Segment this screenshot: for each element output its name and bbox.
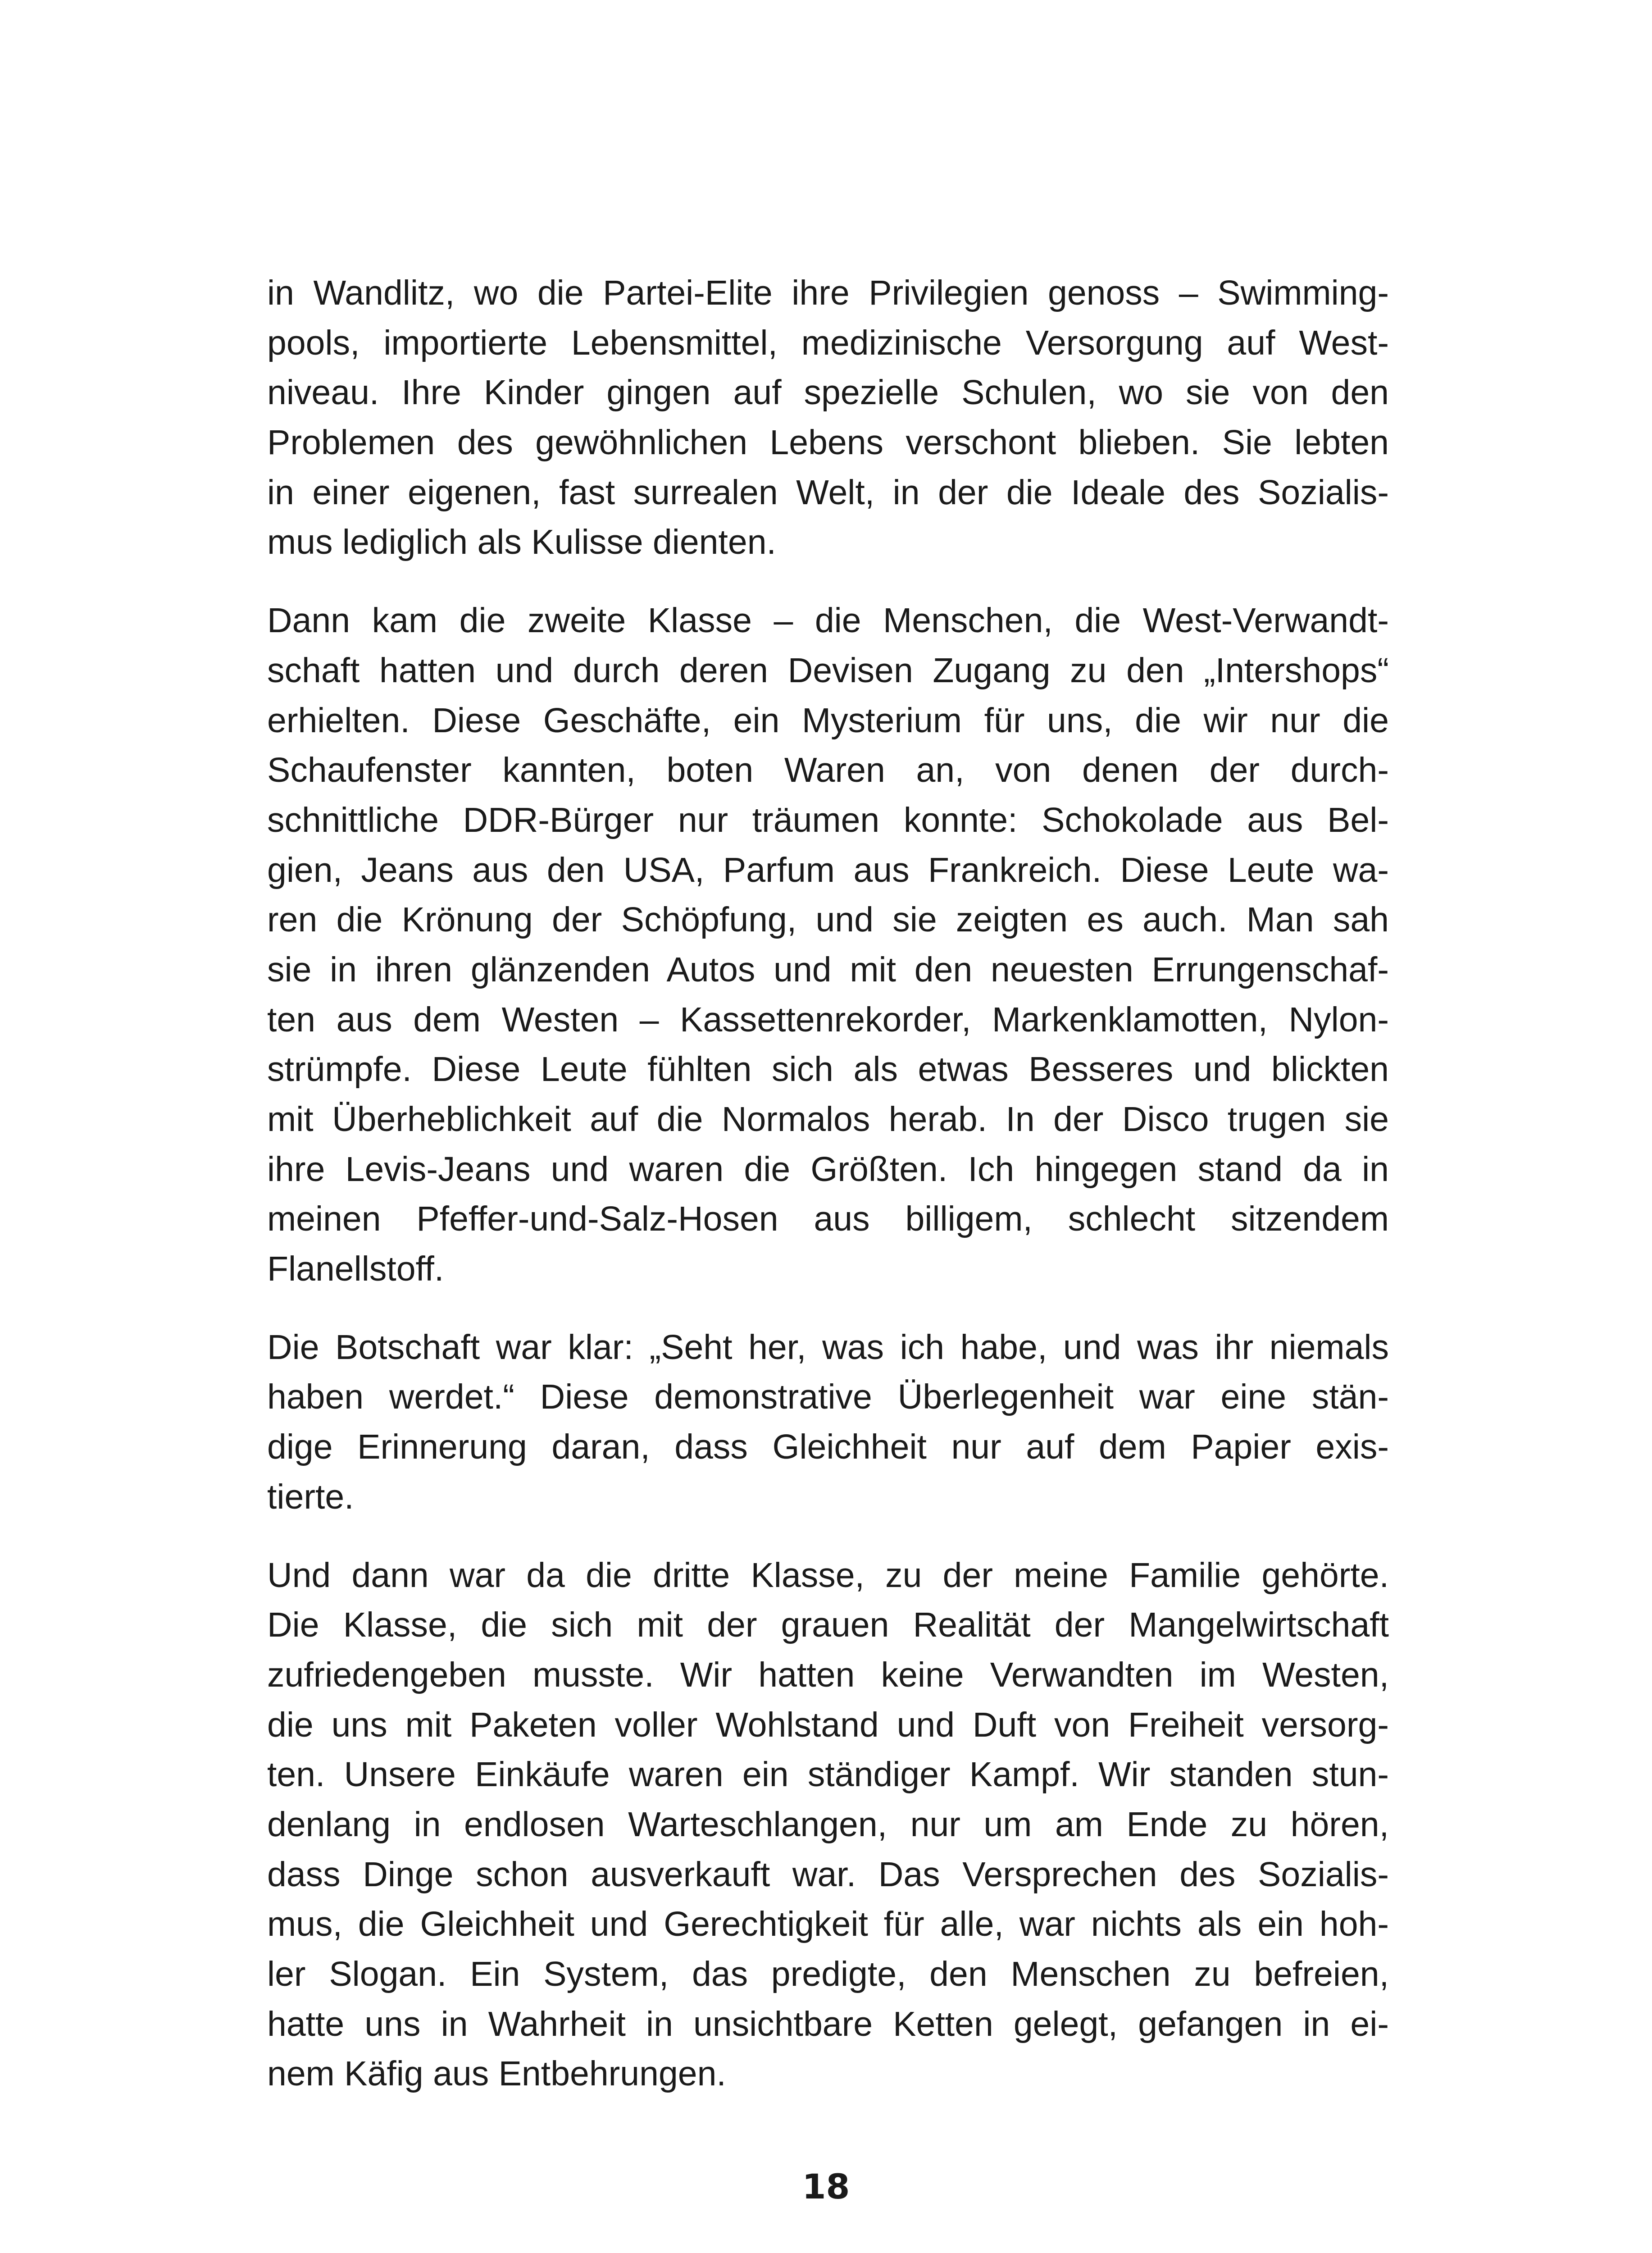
text-line: ten aus dem Westen – Kassettenrekorder, Markenklamotten, Nylon- (267, 1000, 1389, 1039)
text-line: in Wandlitz, wo die Partei-Elite ihre Privilegien genoss – Swimming- (267, 274, 1389, 312)
text-line: ler Slogan. Ein System, das predigte, den Menschen zu befreien, (267, 1955, 1389, 1993)
text-line: ten. Unsere Einkäufe waren ein ständiger Kampf. Wir standen stun- (267, 1755, 1389, 1794)
text-line: mus lediglich als Kulisse dienten. (267, 523, 776, 562)
text-line: nem Käfig aus Entbehrungen. (267, 2054, 726, 2093)
body-text (267, 268, 1389, 2099)
text-line: strümpfe. Diese Leute fühlten sich als etwas Besseres und blickten (267, 1050, 1389, 1089)
text-line: in einer eigenen, fast surrealen Welt, in der die Ideale des Sozialis- (267, 473, 1389, 512)
text-line: gien, Jeans aus den USA, Parfum aus Frankreich. Diese Leute wa- (267, 850, 1389, 889)
text-line: Schaufenster kannten, boten Waren an, von denen der durch- (267, 751, 1389, 790)
text-line: schnittliche DDR-Bürger nur träumen konnte: Schokolade aus Bel- (267, 800, 1389, 839)
text-line: Problemen des gewöhnlichen Lebens verschont blieben. Sie lebten (267, 423, 1389, 462)
text-line: Flanellstoff. (267, 1250, 444, 1289)
paragraph (267, 1323, 1389, 1522)
text-line: meinen Pfeffer-und-Salz-Hosen aus billigem, schlecht sitzendem (267, 1199, 1389, 1239)
text-line: zufriedengeben musste. Wir hatten keine Verwandten im Westen, (267, 1655, 1389, 1694)
text-line: schaft hatten und durch deren Devisen Zugang zu den „Intershops“ (267, 651, 1389, 690)
text-line: erhielten. Diese Geschäfte, ein Mysterium für uns, die wir nur die (267, 701, 1389, 740)
text-line: Die Botschaft war klar: „Seht her, was ich habe, und was ihr niemals (267, 1327, 1389, 1367)
text-line: dass Dinge schon ausverkauft war. Das Versprechen des Sozialis- (267, 1855, 1389, 1894)
page-number: 18 (802, 2166, 850, 2207)
text-line: die uns mit Paketen voller Wohlstand und Duft von Freiheit versorg- (267, 1705, 1389, 1744)
text-line: denlang in endlosen Warteschlangen, nur um am Ende zu hören, (267, 1805, 1389, 1844)
text-line: hatte uns in Wahrheit in unsichtbare Ketten gelegt, gefangen in ei- (267, 2004, 1389, 2043)
paragraph (267, 268, 1389, 567)
text-line: Dann kam die zweite Klasse – die Menschen, die West-Verwandt- (267, 601, 1389, 640)
paragraph (267, 596, 1389, 1294)
paragraph (267, 1551, 1389, 2099)
text-line: haben werdet.“ Diese demonstrative Überlegenheit war eine stän- (267, 1377, 1389, 1417)
text-line: niveau. Ihre Kinder gingen auf spezielle Schulen, wo sie von den (267, 373, 1389, 412)
text-line: mit Überheblichkeit auf die Normalos herab. In der Disco trugen sie (267, 1100, 1389, 1139)
text-line: tierte. (267, 1477, 354, 1516)
text-line: ihre Levis-Jeans und waren die Größten. Ich hingegen stand da in (267, 1149, 1389, 1189)
text-line: Und dann war da die dritte Klasse, zu der meine Familie gehörte. (267, 1555, 1389, 1595)
text-line: dige Erinnerung daran, dass Gleichheit nur auf dem Papier exis- (267, 1428, 1389, 1467)
text-line: ren die Krönung der Schöpfung, und sie zeigten es auch. Man sah (267, 900, 1389, 940)
text-line: Die Klasse, die sich mit der grauen Realität der Mangelwirtschaft (267, 1605, 1389, 1645)
text-line: mus, die Gleichheit und Gerechtigkeit für alle, war nichts als ein hoh- (267, 1905, 1389, 1944)
text-line: sie in ihren glänzenden Autos und mit den neuesten Errungenschaf- (267, 950, 1389, 989)
text-line: pools, importierte Lebensmittel, medizinische Versorgung auf West- (267, 323, 1389, 362)
